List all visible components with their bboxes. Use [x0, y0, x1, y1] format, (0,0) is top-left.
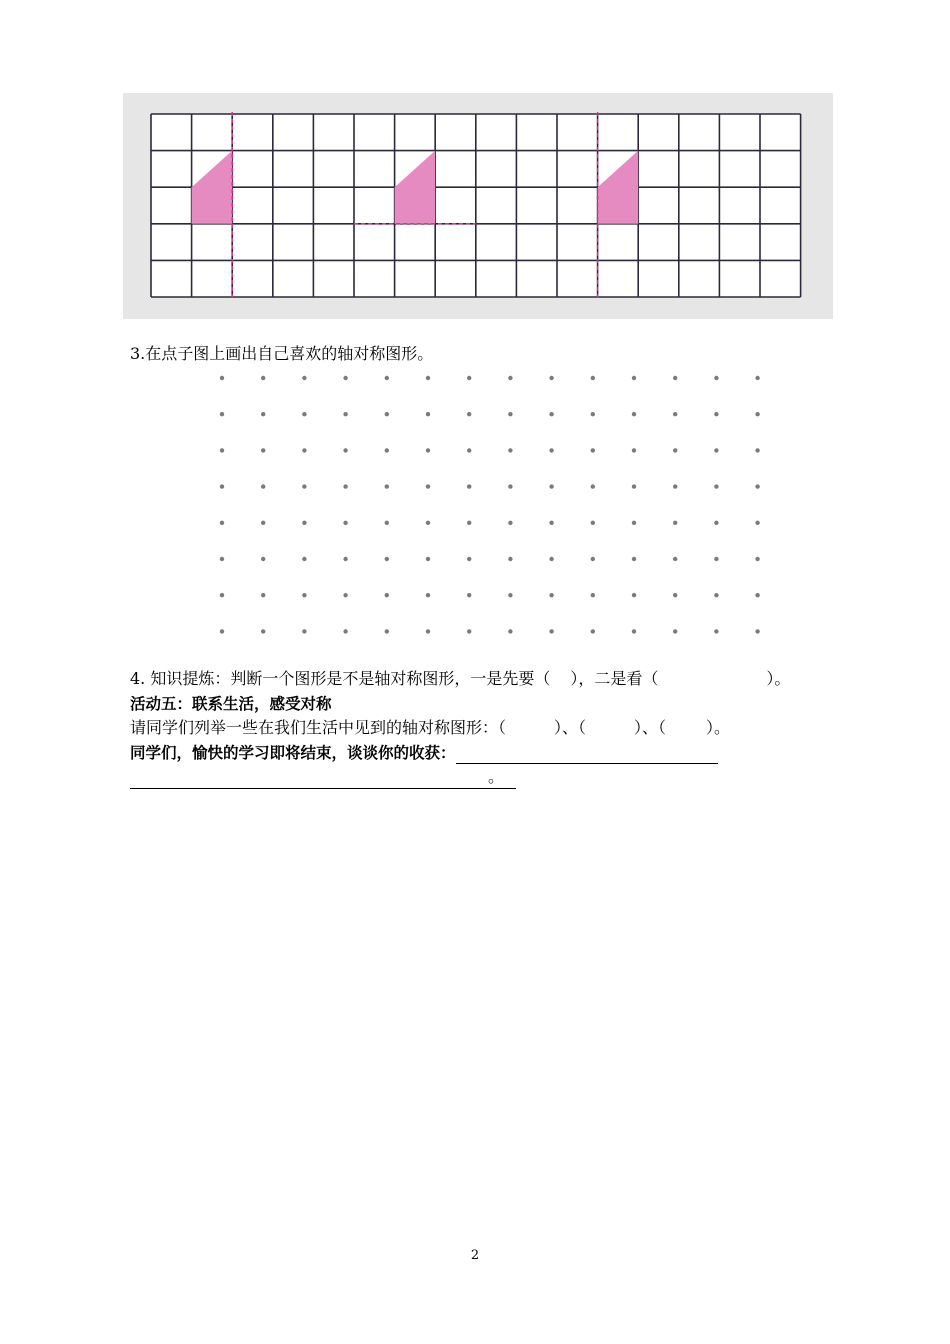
grid-dot[interactable]: [632, 629, 636, 633]
grid-dot[interactable]: [549, 376, 553, 380]
grid-dot[interactable]: [508, 521, 512, 525]
grid-dot[interactable]: [261, 629, 265, 633]
grid-dot[interactable]: [755, 557, 759, 561]
grid-dot[interactable]: [755, 376, 759, 380]
grid-dot[interactable]: [467, 412, 471, 416]
grid-dot[interactable]: [755, 521, 759, 525]
activity-5-heading: 活动五：联系生活，感受对称: [130, 695, 332, 713]
grid-dot[interactable]: [632, 376, 636, 380]
grid-dot[interactable]: [591, 557, 595, 561]
grid-dot[interactable]: [302, 376, 306, 380]
grid-dot[interactable]: [755, 593, 759, 597]
grid-dot[interactable]: [426, 412, 430, 416]
grid-dot[interactable]: [426, 376, 430, 380]
q4-text-2: ），二是看（: [570, 669, 659, 688]
grid-dot[interactable]: [755, 412, 759, 416]
grid-dot[interactable]: [714, 593, 718, 597]
grid-dot[interactable]: [549, 412, 553, 416]
a5-text-2: ）、（: [554, 718, 587, 737]
grid-dot[interactable]: [673, 448, 677, 452]
grid-dot[interactable]: [467, 629, 471, 633]
grid-dot[interactable]: [591, 448, 595, 452]
grid-dot[interactable]: [591, 593, 595, 597]
a5-text-3: ）、（: [634, 718, 667, 737]
grid-lines: [151, 114, 801, 297]
grid-dot[interactable]: [508, 593, 512, 597]
grid-dot[interactable]: [591, 484, 595, 488]
grid-dot[interactable]: [549, 448, 553, 452]
grid-dot[interactable]: [467, 557, 471, 561]
grid-dot[interactable]: [673, 376, 677, 380]
grid-dot[interactable]: [261, 412, 265, 416]
grid-dot[interactable]: [302, 484, 306, 488]
grid-dot[interactable]: [261, 376, 265, 380]
grid-dot[interactable]: [632, 557, 636, 561]
dot-grid[interactable]: [200, 365, 780, 650]
grid-dot[interactable]: [343, 484, 347, 488]
grid-dot[interactable]: [426, 448, 430, 452]
grid-dot[interactable]: [591, 412, 595, 416]
grid-dot[interactable]: [302, 629, 306, 633]
grid-dot[interactable]: [220, 376, 224, 380]
grid-dot[interactable]: [385, 376, 389, 380]
harvest-answer-line-1[interactable]: [456, 745, 718, 764]
grid-dot[interactable]: [261, 521, 265, 525]
question-4: [130, 668, 790, 690]
grid-dot[interactable]: [385, 412, 389, 416]
grid-dot[interactable]: [426, 521, 430, 525]
grid-dot[interactable]: [632, 448, 636, 452]
a5-text-1: 请同学们列举一些在我们生活中见到的轴对称图形：（: [130, 718, 507, 737]
grid-dot[interactable]: [385, 593, 389, 597]
grid-dot[interactable]: [220, 557, 224, 561]
grid-dot[interactable]: [714, 557, 718, 561]
question-3: 3.在点子图上画出自己喜欢的轴对称图形。: [130, 344, 434, 363]
a5-text-4: ）。: [706, 718, 731, 737]
harvest-line-2: [130, 766, 516, 789]
grid-dot[interactable]: [261, 448, 265, 452]
activity-5-prompt: [130, 717, 730, 739]
grid-dot[interactable]: [302, 521, 306, 525]
grid-dot[interactable]: [220, 448, 224, 452]
grid-figure: [123, 93, 833, 319]
grid-dot[interactable]: [549, 593, 553, 597]
grid-dot[interactable]: [220, 629, 224, 633]
grid-dot[interactable]: [673, 629, 677, 633]
grid-dot[interactable]: [467, 376, 471, 380]
grid-dot[interactable]: [426, 557, 430, 561]
grid-dot[interactable]: [549, 484, 553, 488]
grid-dot[interactable]: [673, 593, 677, 597]
grid-dot[interactable]: [343, 557, 347, 561]
grid-dot[interactable]: [302, 448, 306, 452]
q4-text-1: 4. 知识提炼：判断一个图形是不是轴对称图形，一是先要（: [130, 669, 551, 688]
grid-dot[interactable]: [591, 629, 595, 633]
grid-dot[interactable]: [343, 521, 347, 525]
grid-dot[interactable]: [755, 448, 759, 452]
harvest-answer-line-2[interactable]: [130, 770, 488, 789]
grid-dot[interactable]: [467, 448, 471, 452]
harvest-end-mark: 。: [488, 766, 516, 789]
grid-dot[interactable]: [343, 629, 347, 633]
grid-dot[interactable]: [220, 484, 224, 488]
grid-dot[interactable]: [591, 376, 595, 380]
grid-dot[interactable]: [632, 484, 636, 488]
grid-dot[interactable]: [755, 484, 759, 488]
grid-dot[interactable]: [549, 557, 553, 561]
grid-dot[interactable]: [343, 593, 347, 597]
grid-dot[interactable]: [220, 593, 224, 597]
grid-dot[interactable]: [343, 448, 347, 452]
grid-dot[interactable]: [426, 593, 430, 597]
grid-dot[interactable]: [426, 629, 430, 633]
grid-dot[interactable]: [673, 484, 677, 488]
grid-dot[interactable]: [508, 376, 512, 380]
harvest-line: [130, 742, 718, 764]
grid-dot[interactable]: [220, 521, 224, 525]
grid-dot[interactable]: [673, 412, 677, 416]
grid-dot[interactable]: [714, 629, 718, 633]
grid-dot[interactable]: [632, 412, 636, 416]
grid-dot[interactable]: [549, 521, 553, 525]
grid-dot[interactable]: [508, 412, 512, 416]
grid-dot[interactable]: [302, 557, 306, 561]
grid-dot[interactable]: [261, 484, 265, 488]
grid-dot[interactable]: [591, 521, 595, 525]
grid-dot[interactable]: [467, 593, 471, 597]
q4-text-3: ）。: [766, 669, 791, 688]
grid-dot[interactable]: [714, 448, 718, 452]
grid-dot[interactable]: [385, 484, 389, 488]
grid-dot[interactable]: [261, 557, 265, 561]
grid-dot[interactable]: [632, 521, 636, 525]
grid-dot[interactable]: [467, 484, 471, 488]
grid-dot[interactable]: [302, 412, 306, 416]
grid-dot[interactable]: [673, 557, 677, 561]
grid-dot[interactable]: [714, 484, 718, 488]
grid-dot[interactable]: [632, 593, 636, 597]
grid-dot[interactable]: [426, 484, 430, 488]
grid-dot[interactable]: [508, 484, 512, 488]
harvest-text: 同学们，愉快的学习即将结束，谈谈你的收获：: [130, 744, 456, 762]
grid-dot[interactable]: [385, 521, 389, 525]
grid-dot[interactable]: [261, 593, 265, 597]
grid-dot[interactable]: [385, 557, 389, 561]
grid-dot[interactable]: [343, 412, 347, 416]
grid-dot[interactable]: [755, 629, 759, 633]
page-number: 2: [470, 1248, 480, 1263]
grid-dot[interactable]: [714, 521, 718, 525]
grid-dot[interactable]: [302, 593, 306, 597]
grid-dot[interactable]: [220, 412, 224, 416]
grid-dot[interactable]: [714, 412, 718, 416]
grid-dot[interactable]: [714, 376, 718, 380]
grid-dot[interactable]: [549, 629, 553, 633]
grid-dot[interactable]: [508, 629, 512, 633]
grid-dot[interactable]: [343, 376, 347, 380]
grid-dot[interactable]: [385, 629, 389, 633]
grid-dot[interactable]: [508, 557, 512, 561]
grid-dot[interactable]: [508, 448, 512, 452]
grid-dot[interactable]: [467, 521, 471, 525]
grid-dot[interactable]: [673, 521, 677, 525]
grid-dot[interactable]: [385, 448, 389, 452]
